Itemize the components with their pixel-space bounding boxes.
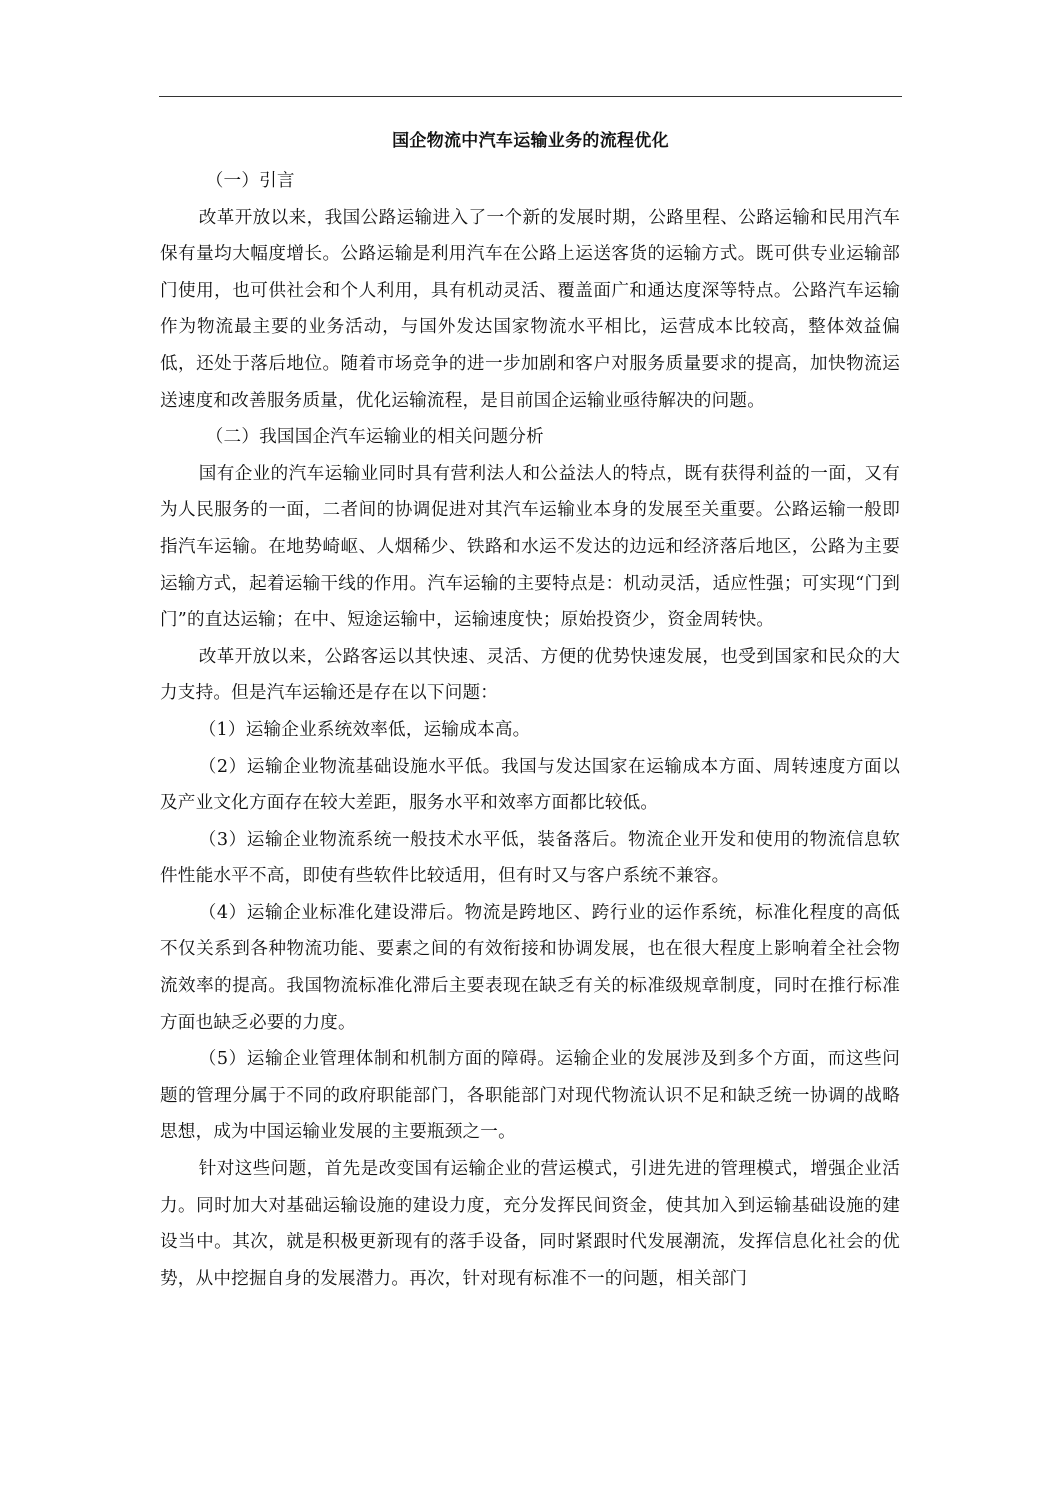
document-title: 国企物流中汽车运输业务的流程优化 — [392, 131, 669, 151]
document-body — [160, 163, 900, 1297]
list-item: （2）运输企业物流基础设施水平低。我国与发达国家在运输成本方面、周转速度方面以及产业文化方面存在较大差距，服务水平和效率方面都比较低。 — [160, 756, 900, 814]
section-heading-problem-analysis: （二）我国国企汽车运输业的相关问题分析 — [205, 427, 544, 448]
list-item: （4）运输企业标准化建设滞后。物流是跨地区、跨行业的运作系统，标准化程度的高低不仅关系到各种物流功能、要素之间的有效衔接和协调发展，也在很大程度上影响着全社会物流效率的提高。我国物流标准化滞后主要表现在缺乏有关的标准级规章制度，同时在推行标准方面也缺乏必要的力度。 — [160, 902, 900, 1033]
section-heading-introduction: （一）引言 — [205, 171, 295, 191]
list-item: （1）运输企业系统效率低，运输成本高。 — [198, 719, 531, 740]
paragraph: 国有企业的汽车运输业同时具有营利法人和公益法人的特点，既有获得利益的一面，又有为人民服务的一面，二者间的协调促进对其汽车运输业本身的发展至关重要。公路运输一般即指汽车运输。在地势崎岖、人烟稀少、铁路和水运不发达的边远和经济落后地区，公路为主要运输方式，起着运输干线的作用。汽车运输的主要特点是：机动灵活，适应性强；可实现“门到门”的直达运输；在中、短途运输中，运输速度快；原始投资少，资金周转快。 — [160, 463, 900, 631]
list-item: （3）运输企业物流系统一般技术水平低，装备落后。物流企业开发和使用的物流信息软件性能水平不高，即使有些软件比较适用，但有时又与客户系统不兼容。 — [160, 829, 900, 887]
paragraph: 改革开放以来，公路客运以其快速、灵活、方便的优势快速发展，也受到国家和民众的大力支持。但是汽车运输还是存在以下问题： — [160, 646, 900, 704]
list-item: （5）运输企业管理体制和机制方面的障碍。运输企业的发展涉及到多个方面，而这些问题的管理分属于不同的政府职能部门，各职能部门对现代物流认识不足和缺乏统一协调的战略思想，成为中国运输业发展的主要瓶颈之一。 — [160, 1049, 900, 1143]
paragraph: 针对这些问题，首先是改变国有运输企业的营运模式，引进先进的管理模式，增强企业活力。同时加大对基础运输设施的建设力度，充分发挥民间资金，使其加入到运输基础设施的建设当中。其次，就是积极更新现有的落手设备，同时紧跟时代发展潮流，发挥信息化社会的优势，从中挖掘自身的发展潜力。再次，针对现有标准不一的问题，相关部门 — [160, 1159, 900, 1289]
header-divider — [159, 96, 902, 97]
paragraph: 改革开放以来，我国公路运输进入了一个新的发展时期，公路里程、公路运输和民用汽车保有量均大幅度增长。公路运输是利用汽车在公路上运送客货的运输方式。既可供专业运输部门使用，也可供社会和个人利用，具有机动灵活、覆盖面广和通达度深等特点。公路汽车运输作为物流最主要的业务活动，与国外发达国家物流水平相比，运营成本比较高，整体效益偏低，还处于落后地位。随着市场竞争的进一步加剧和客户对服务质量要求的提高，加快物流运送速度和改善服务质量，优化运输流程，是目前国企运输业亟待解决的问题。 — [160, 207, 900, 411]
